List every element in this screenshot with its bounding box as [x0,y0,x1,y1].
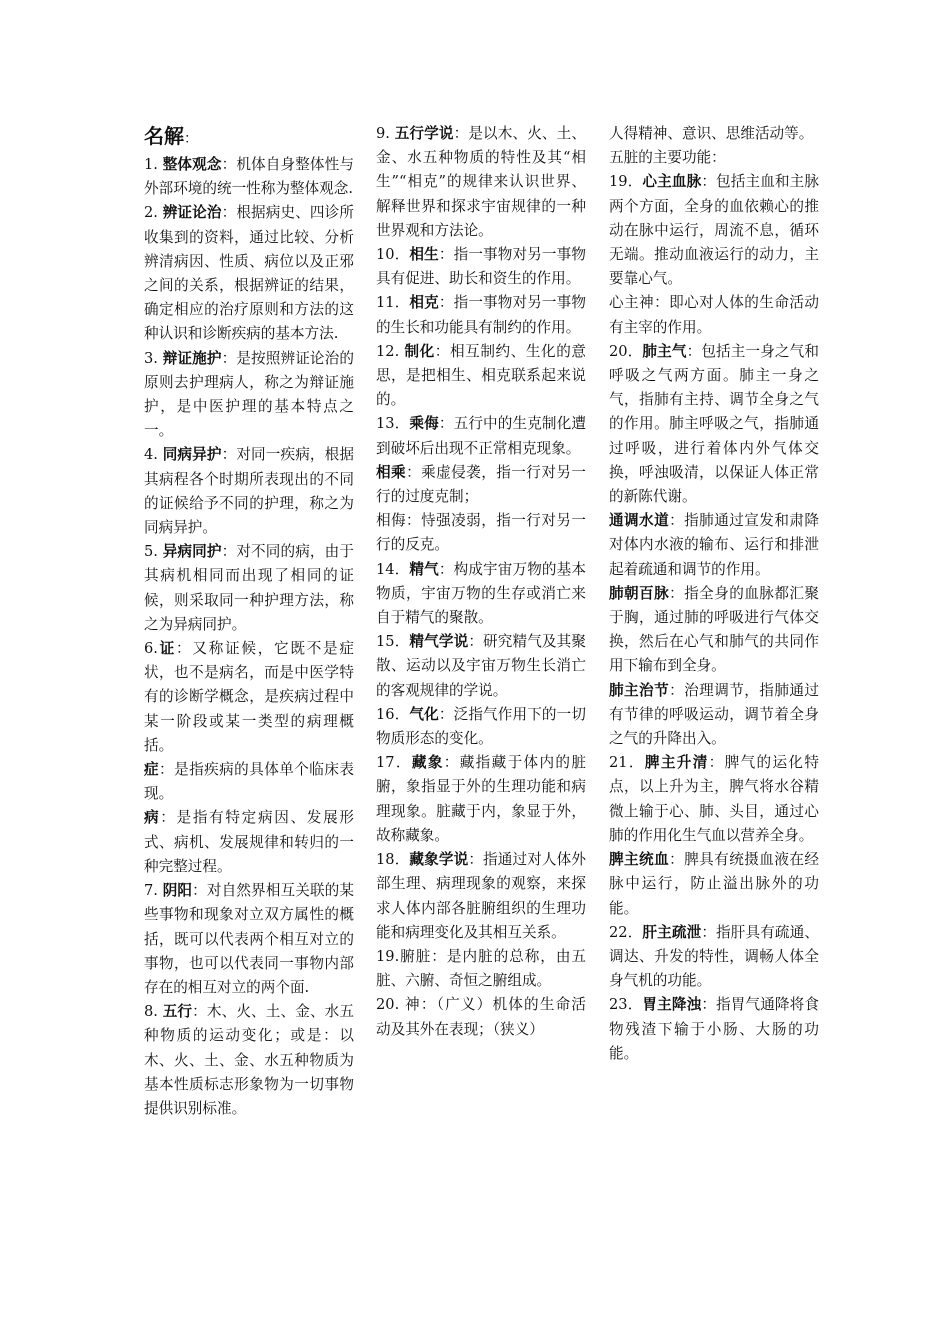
entry-text: 研究精气及其聚散、运动以及宇宙万物生长消亡的客观规律的学说。 [376,633,586,699]
entry-separator: ： [192,882,207,900]
definition-entry [376,751,586,848]
definition-entry [376,243,586,291]
definition-entry [144,637,354,758]
definition-entry [376,291,586,339]
entry-text: 机体自身整体性与外部环境的统一性称为整体观念. [144,156,354,198]
entry-term: 异病同护 [162,543,222,561]
entry-term: 藏象 [411,754,444,772]
entry-number: 1. [144,156,163,173]
definition-entry [376,122,586,243]
entry-text: 对自然界相互关联的某些事物和现象对立双方属性的概括，既可以代表两个相互对立的事物，也可以代表同一事物内部存在的相互对立的两个面. [144,882,354,996]
entry-separator: ： [701,996,717,1014]
definition-entry [609,122,819,146]
entry-separator: ： [406,463,422,481]
entry-separator: ： [443,754,460,772]
entry-term: 气化 [409,705,439,723]
definition-entry [376,630,586,703]
entry-separator: ： [438,415,454,433]
definition-entry [144,443,354,540]
entry-separator: ： [701,923,717,941]
entry-number: 11． [376,294,410,312]
entry-text: 脾气的运化特点，以上升为主，脾气将水谷精微上输于心、肺、头目，通过心肺的作用化生气血以营养全身。 [609,754,819,844]
entry-number: 12. [376,342,405,360]
entry-term: 脾主升清 [644,754,709,772]
entry-separator: ： [669,584,685,602]
entry-number: 21． [609,754,645,772]
entry-text: 20. 神：（广义）机体的生命活动及其外在表现；（狭义） [376,996,586,1038]
entry-term: 藏象学说 [409,851,469,869]
entry-number: 15． [376,633,410,651]
entry-term: 胃主降浊 [642,996,702,1014]
entry-separator: ： [669,512,685,530]
entry-text: 相侮：恃强凌弱，指一行对另一行的反克。 [376,512,586,554]
entry-list [144,153,354,1121]
definition-entry [144,153,354,201]
entry-number: 20． [609,342,643,360]
entry-term: 肺主气 [642,342,687,360]
entry-separator: ： [434,342,450,360]
definition-entry [376,461,586,509]
entry-text: 治理调节，指肺通过有节律的呼吸运动，调节着全身之气的升降出入。 [609,681,819,748]
entry-term: 阴阳 [162,882,193,900]
entry-term: 脾主统血 [609,851,670,869]
entry-text: 指肝具有疏通、调达、升发的特性，调畅人体全身气机的功能。 [609,923,819,990]
entry-text: 心主神：即心对人体的生命活动有主宰的作用。 [609,294,819,336]
entry-text: 包括主血和主脉两个方面，全身的血依赖心的推动在脉中运行，周流不息，循环无端。推动血液运行的动力，主要靠心气。 [609,173,819,288]
entry-text: 五脏的主要功能： [609,149,726,167]
entry-separator: ： [468,633,484,651]
entry-text: 木、火、土、金、水五种物质的运动变化；或是：以木、火、土、金、水五种物质为基本性质标志形象物为一切事物提供识别标准。 [144,1003,354,1117]
entry-number: 4. [144,446,163,464]
definition-entry [376,509,586,557]
column-2 [376,122,586,1042]
entry-text: 指全身的血脉都汇聚于胸，通过肺的呼吸进行气体交换，然后在心气和肺气的共同作用下输布到全身。 [609,584,819,675]
entry-term: 心主血脉 [642,173,702,191]
entry-text: 对不同的病，由于其病机相同而出现了相同的证候，则采取同一种护理方法，称之为异病同护。 [144,543,354,633]
column-1 [144,122,354,1121]
entry-term: 相克 [409,294,439,312]
entry-term: 五行 [162,1003,193,1021]
entry-number: 13． [376,415,410,433]
definition-entry [376,703,586,751]
entry-term: 辨证论治 [162,204,222,222]
entry-term: 证 [157,640,177,658]
entry-number: 14． [376,560,410,578]
definition-entry [376,558,586,631]
entry-term: 相生 [409,246,439,264]
entry-separator: ： [686,342,702,360]
entry-number: 10． [376,246,410,264]
entry-separator: ： [669,851,685,869]
entry-separator: ： [468,851,484,869]
page-title [144,122,354,153]
entry-text: 指通过对人体外部生理、病理现象的观察，来探求人体内部各脏腑组织的生理功能和病理变化及其相互关系。 [376,851,586,941]
definition-entry [144,879,354,1000]
definition-entry [376,945,586,993]
entry-number: 9. [376,125,395,142]
entry-text: 又称证候，它既不是症状，也不是病名，而是中医学特有的诊断学概念，是疾病过程中某一阶段或某一类型的病理概括。 [144,640,354,754]
entry-separator: ： [221,446,237,464]
definition-entry [144,806,354,879]
entry-number: 19． [609,173,643,191]
definition-entry [144,758,354,806]
entry-text: 是指有特定病因、发展形式、病机、发展规律和转归的一种完整过程。 [144,809,354,875]
entry-term: 精气 [409,560,439,578]
entry-term: 肺朝百脉 [609,584,670,602]
entry-term: 五行学说 [394,125,454,142]
definition-entry [376,848,586,945]
entry-separator: ： [221,204,237,222]
entry-number: 7. [144,882,163,900]
entry-text: 相互制约、生化的意思，是把相生、相克联系起来说的。 [376,342,586,409]
entry-text: 指一事物对另一事物具有促进、助长和资生的作用。 [376,246,586,288]
definition-entry [609,751,819,848]
entry-text: 根据病史、四诊所收集到的资料，通过比较、分析辨清病因、性质、病位以及正邪之间的关系，根据辨证的结果，确定相应的治疗原则和方法的这种认识和诊断疾病的基本方法. [144,204,354,343]
entry-text: 脾具有统摄血液在经脉中运行，防止溢出脉外的功能。 [609,851,819,917]
entry-separator: ： [669,681,685,699]
entry-separator: ： [221,156,237,173]
entry-number: 16． [376,705,410,723]
entry-number: 18． [376,851,410,869]
entry-text: 藏指藏于体内的脏腑，象指显于外的生理功能和病理现象。脏藏于内，象显于外，故称藏象。 [376,754,586,844]
entry-term: 病 [144,809,161,827]
entry-list [376,122,586,1042]
definition-entry [609,146,819,170]
entry-separator: ： [701,173,717,191]
definition-entry [609,993,819,1066]
definition-entry [609,921,819,994]
entry-number: 2. [144,204,163,222]
column-3 [609,122,819,1066]
entry-text: 泛指气作用下的一切物质形态的变化。 [376,705,586,748]
entry-separator: ： [438,705,454,723]
entry-text: 指一事物对另一事物的生长和功能具有制约的作用。 [376,294,586,336]
entry-term: 整体观念 [162,156,222,173]
definition-entry [144,1000,354,1121]
entry-list [609,122,819,1066]
entry-term: 通调水道 [609,512,670,530]
entry-separator: ： [708,754,725,772]
entry-term: 肺主治节 [609,681,670,699]
entry-term: 乘侮 [409,415,439,433]
entry-text: 指胃气通降将食物残渣下输于小肠、大肠的功能。 [609,996,819,1062]
definition-entry [609,509,819,582]
entry-separator: ： [438,294,454,312]
entry-number: 6. [144,640,158,658]
definition-entry [376,340,586,413]
entry-term: 制化 [404,342,435,360]
entry-number: 8. [144,1003,163,1021]
entry-text: 五行中的生克制化遭到破坏后出现不正常相克现象。 [376,415,586,457]
entry-term: 精气学说 [409,633,469,651]
entry-number: 17． [376,754,412,772]
entry-separator: ： [160,809,177,827]
entry-text: 是按照辨证论治的原则去护理病人，称之为辩证施护，是中医护理的基本特点之一。 [144,349,354,440]
definition-entry [609,170,819,291]
definition-entry [144,540,354,637]
entry-term: 肝主疏泄 [642,923,702,941]
entry-text: 人得精神、意识、思维活动等。 [609,125,814,142]
entry-term: 同病异护 [162,446,222,464]
entry-separator: ： [192,1003,207,1021]
entry-number: 5. [144,543,163,561]
entry-number: 23． [609,996,643,1014]
title-colon: ： [184,131,198,147]
entry-text: 19.腑脏：是内脏的总称，由五脏、六腑、奇恒之腑组成。 [376,947,586,990]
definition-entry [609,291,819,339]
entry-term: 症 [144,761,160,779]
definition-entry [609,679,819,752]
definition-entry [609,848,819,921]
entry-term: 相乘 [376,463,407,481]
entry-separator: ： [221,543,237,561]
entry-number: 3. [144,349,163,367]
entry-separator: ： [159,761,175,779]
definition-entry [376,993,586,1041]
entry-text: 是指疾病的具体单个临床表现。 [144,761,354,803]
entry-text: 对同一疾病，根据其病程各个时期所表现出的不同的证候给予不同的护理，称之为同病异护。 [144,446,354,537]
definition-entry [609,340,819,509]
entry-text: 指肺通过宣发和肃降对体内水液的输布、运行和排泄起着疏通和调节的作用。 [609,512,819,578]
entry-separator: ： [453,125,469,142]
entry-text: 乘虚侵袭，指一行对另一行的过度克制； [376,463,586,506]
entry-separator: ： [221,349,237,367]
entry-separator: ： [438,246,454,264]
entry-text: 构成宇宙万物的基本物质，宇宙万物的生存或消亡来自于精气的聚散。 [376,560,586,627]
entry-text: 是以木、火、土、金、水五种物质的特性及其“相生”“相克”的规律来认识世界、解释世界和探求宇宙规律的一种世界观和方法论。 [376,125,586,239]
entry-separator: ： [438,560,454,578]
title-text: 名解 [144,124,184,148]
definition-entry [376,412,586,460]
definition-entry [609,582,819,679]
entry-number: 22． [609,923,643,941]
entry-text: 包括主一身之气和呼吸之气两方面。肺主一身之气，指肺有主持、调节全身之气的作用。肺主呼吸之气，指肺通过呼吸，进行着体内外气体交换，呼浊吸清，以保证人体正常的新陈代谢。 [609,342,819,506]
definition-entry [144,201,354,346]
definition-entry [144,347,354,444]
entry-separator: ： [176,640,193,658]
entry-term: 辩证施护 [162,349,222,367]
